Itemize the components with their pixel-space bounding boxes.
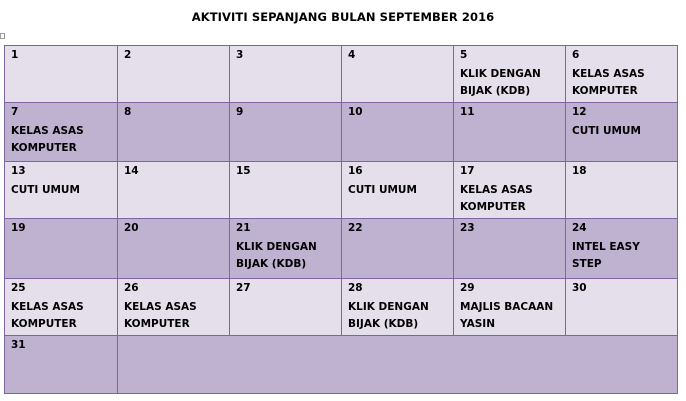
table-anchor-handle[interactable] — [0, 33, 5, 39]
calendar-day-cell[interactable] — [118, 219, 230, 279]
calendar-week-row — [5, 46, 678, 103]
calendar-day-cell[interactable] — [566, 162, 678, 219]
document-title: AKTIVITI SEPANJANG BULAN SEPTEMBER 2016 — [191, 10, 495, 24]
calendar-day-cell[interactable] — [342, 46, 454, 103]
event-label: MAJLIS BACAAN YASIN — [460, 301, 554, 330]
calendar-day-cell[interactable] — [118, 46, 230, 103]
calendar-day-cell[interactable] — [454, 103, 566, 162]
calendar-day-cell[interactable] — [230, 162, 342, 219]
calendar-day-cell[interactable] — [342, 103, 454, 162]
day-number: 6 — [572, 49, 580, 61]
day-number: 13 — [11, 165, 26, 177]
calendar-day-cell[interactable] — [342, 279, 454, 336]
calendar-day-cell[interactable] — [566, 103, 678, 162]
day-number: 10 — [348, 106, 363, 118]
day-number: 18 — [572, 165, 587, 177]
calendar-day-cell[interactable] — [566, 279, 678, 336]
calendar-week-row — [5, 219, 678, 279]
event-label: KLIK DENGAN BIJAK (KDB) — [460, 68, 541, 97]
event-label: CUTI UMUM — [572, 125, 641, 137]
day-number: 21 — [236, 222, 251, 234]
day-number: 17 — [460, 165, 475, 177]
calendar-day-cell[interactable] — [566, 219, 678, 279]
event-label: KELAS ASAS KOMPUTER — [11, 301, 84, 330]
calendar-day-cell[interactable] — [118, 162, 230, 219]
calendar-week-row — [5, 103, 678, 162]
day-number: 8 — [124, 106, 132, 118]
day-number: 14 — [124, 165, 139, 177]
calendar-day-cell[interactable] — [454, 162, 566, 219]
calendar-empty-merged-cell[interactable] — [118, 336, 678, 394]
day-number: 28 — [348, 282, 363, 294]
calendar-day-cell[interactable] — [454, 219, 566, 279]
calendar-day-cell[interactable] — [5, 219, 118, 279]
day-number: 7 — [11, 106, 19, 118]
event-label: KELAS ASAS KOMPUTER — [124, 301, 197, 330]
calendar-day-cell[interactable] — [342, 162, 454, 219]
calendar-week-row — [5, 279, 678, 336]
calendar-day-cell[interactable] — [5, 46, 118, 103]
event-label: KLIK DENGAN BIJAK (KDB) — [236, 241, 317, 270]
day-number: 20 — [124, 222, 139, 234]
event-label: KELAS ASAS KOMPUTER — [460, 184, 533, 213]
calendar-day-cell[interactable] — [342, 219, 454, 279]
day-number: 23 — [460, 222, 475, 234]
calendar-day-cell[interactable] — [230, 103, 342, 162]
calendar-day-cell[interactable] — [230, 46, 342, 103]
day-number: 15 — [236, 165, 251, 177]
day-number: 27 — [236, 282, 251, 294]
event-label: INTEL EASY STEP — [572, 241, 640, 270]
calendar-day-cell[interactable] — [5, 336, 118, 394]
calendar-day-cell[interactable] — [454, 46, 566, 103]
calendar-day-cell[interactable] — [118, 103, 230, 162]
day-number: 1 — [11, 49, 19, 61]
event-label: CUTI UMUM — [11, 184, 80, 196]
event-label: KELAS ASAS KOMPUTER — [572, 68, 645, 97]
day-number: 19 — [11, 222, 26, 234]
calendar-day-cell[interactable] — [230, 219, 342, 279]
day-number: 24 — [572, 222, 587, 234]
calendar-week-row — [5, 336, 678, 394]
day-number: 25 — [11, 282, 26, 294]
day-number: 30 — [572, 282, 587, 294]
event-label: KLIK DENGAN BIJAK (KDB) — [348, 301, 429, 330]
event-label: KELAS ASAS KOMPUTER — [11, 125, 84, 154]
event-label: CUTI UMUM — [348, 184, 417, 196]
calendar-day-cell[interactable] — [118, 279, 230, 336]
day-number: 29 — [460, 282, 475, 294]
calendar-day-cell[interactable] — [454, 279, 566, 336]
day-number: 31 — [11, 339, 26, 351]
day-number: 5 — [460, 49, 468, 61]
day-number: 16 — [348, 165, 363, 177]
day-number: 2 — [124, 49, 132, 61]
calendar-day-cell[interactable] — [5, 279, 118, 336]
calendar-day-cell[interactable] — [566, 46, 678, 103]
calendar-week-row — [5, 162, 678, 219]
day-number: 12 — [572, 106, 587, 118]
day-number: 26 — [124, 282, 139, 294]
calendar-day-cell[interactable] — [5, 162, 118, 219]
day-number: 3 — [236, 49, 244, 61]
day-number: 11 — [460, 106, 475, 118]
calendar-day-cell[interactable] — [230, 279, 342, 336]
activity-calendar-table — [4, 45, 678, 394]
day-number: 9 — [236, 106, 244, 118]
calendar-day-cell[interactable] — [5, 103, 118, 162]
day-number: 4 — [348, 49, 356, 61]
day-number: 22 — [348, 222, 363, 234]
